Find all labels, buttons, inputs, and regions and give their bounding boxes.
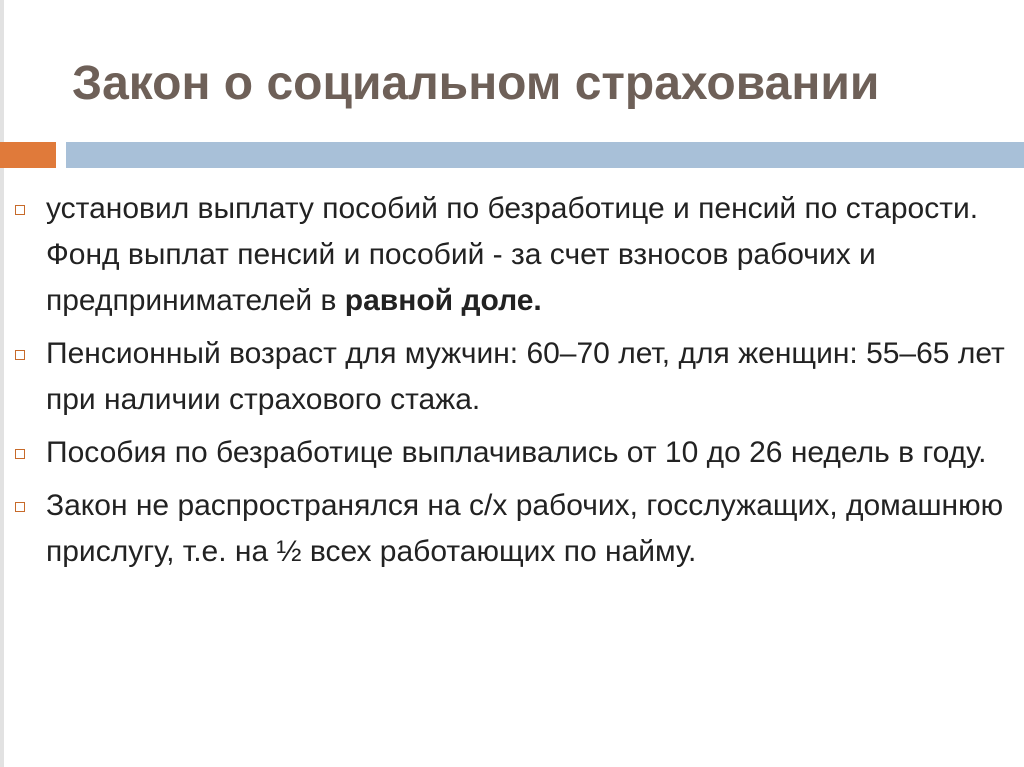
bullet-text-1: установил выплату пособий по безработице и пенсий по старости. Фонд выплат пенсий и пособий - за счет взносов рабочих и предпринимателей в <box>46 192 979 317</box>
bullet-list <box>0 186 1024 582</box>
bullet-item-1 <box>0 186 1024 324</box>
bullet-text-1-bold: равной доле. <box>344 284 542 317</box>
hollow-square-icon <box>15 449 25 459</box>
bullet-item-3 <box>0 430 1024 476</box>
hollow-square-icon <box>15 502 25 512</box>
bullet-item-4 <box>0 483 1024 575</box>
accent-bar <box>0 142 56 168</box>
bullet-text-2: Пенсионный возраст для мужчин: 60–70 лет, для женщин: 55–65 лет при наличии страхового стажа. <box>46 337 1005 416</box>
hollow-square-icon <box>15 350 25 360</box>
bullet-text-3: Пособия по безработице выплачивались от 10 до 26 недель в году. <box>46 436 987 469</box>
bullet-text-4: Закон не распространялся на с/х рабочих, госслужащих, домашнюю прислугу, т.е. на ½ всех работающих по найму. <box>46 489 1004 568</box>
hollow-square-icon <box>15 205 25 215</box>
slide-title: Закон о социальном страховании <box>72 57 880 110</box>
bullet-item-2 <box>0 331 1024 423</box>
title-underline-bar <box>66 142 1024 168</box>
